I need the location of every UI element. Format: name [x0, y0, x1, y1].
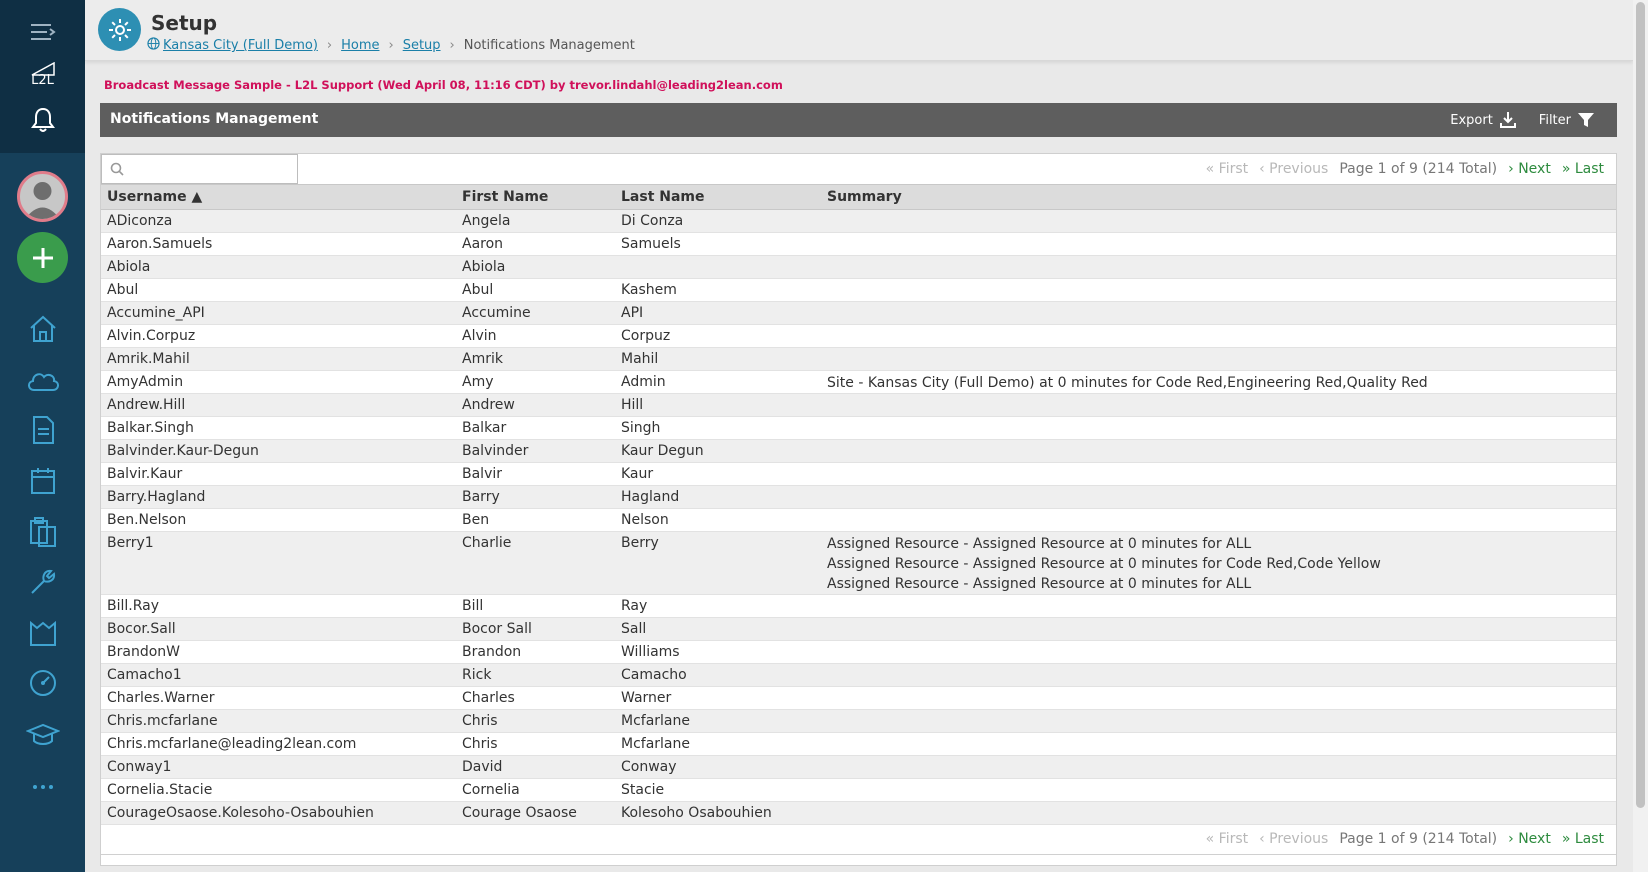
cell-last-name: Stacie: [615, 779, 821, 802]
cell-first-name: Bocor Sall: [456, 618, 615, 641]
pager-bottom: [1195, 831, 1604, 847]
cell-first-name: Alvin: [456, 325, 615, 348]
cell-first-name: Charles: [456, 687, 615, 710]
pager-info: Page 1 of 9 (214 Total): [1339, 831, 1498, 847]
table-row[interactable]: [101, 509, 1616, 532]
breadcrumb-site-link[interactable]: Kansas City (Full Demo): [163, 38, 318, 53]
broadcast-message: Broadcast Message Sample - L2L Support (Wed April 08, 11:16 CDT) by trevor.lindahl@leading2lean.com: [104, 78, 783, 92]
breadcrumb-separator: ›: [326, 38, 333, 53]
table-row[interactable]: [101, 394, 1616, 417]
cell-first-name: Chris: [456, 733, 615, 756]
home-icon[interactable]: [0, 314, 85, 344]
pager-next[interactable]: › Next: [1508, 161, 1551, 177]
cell-username: Chris.mcfarlane@leading2lean.com: [101, 733, 456, 756]
table-row[interactable]: [101, 710, 1616, 733]
cell-first-name: Ben: [456, 509, 615, 532]
cell-last-name: Kashem: [615, 279, 821, 302]
pager-info: Page 1 of 9 (214 Total): [1339, 161, 1498, 177]
summary-line: Assigned Resource - Assigned Resource at 0 minutes for ALL: [827, 536, 1252, 552]
cell-username: Abul: [101, 279, 456, 302]
cell-first-name: Balvir: [456, 463, 615, 486]
pager-last[interactable]: » Last: [1561, 831, 1604, 847]
panel-header: [100, 103, 1617, 137]
table-row[interactable]: [101, 440, 1616, 463]
cell-username: Accumine_API: [101, 302, 456, 325]
table-row[interactable]: [101, 687, 1616, 710]
add-button[interactable]: [17, 232, 68, 283]
cell-summary: [821, 486, 1616, 509]
cell-first-name: Balkar: [456, 417, 615, 440]
cell-summary: [821, 463, 1616, 486]
table-row[interactable]: [101, 210, 1616, 233]
users-table: [101, 184, 1616, 825]
table-row[interactable]: [101, 779, 1616, 802]
calendar-icon[interactable]: [0, 466, 85, 496]
cell-username: Andrew.Hill: [101, 394, 456, 417]
pager-first[interactable]: « First: [1205, 161, 1249, 177]
cell-first-name: Chris: [456, 710, 615, 733]
table-row[interactable]: [101, 733, 1616, 756]
cell-username: CourageOsaose.Kolesoho-Osabouhien: [101, 802, 456, 825]
cell-username: Conway1: [101, 756, 456, 779]
cell-username: Charles.Warner: [101, 687, 456, 710]
cell-last-name: Camacho: [615, 664, 821, 687]
cell-first-name: Brandon: [456, 641, 615, 664]
cell-summary: [821, 641, 1616, 664]
cell-summary: [821, 394, 1616, 417]
cell-last-name: Corpuz: [615, 325, 821, 348]
pager-last[interactable]: » Last: [1561, 161, 1604, 177]
cell-summary: [821, 802, 1616, 825]
cell-username: ADiconza: [101, 210, 456, 233]
table-row[interactable]: [101, 756, 1616, 779]
export-label: Export: [1450, 112, 1493, 128]
cell-summary: [821, 348, 1616, 371]
cell-username: Aaron.Samuels: [101, 233, 456, 256]
cell-username: Balvinder.Kaur-Degun: [101, 440, 456, 463]
cell-first-name: Angela: [456, 210, 615, 233]
filter-button[interactable]: [1539, 111, 1595, 129]
column-header-summary[interactable]: Summary: [821, 185, 1616, 210]
cell-last-name: Sall: [615, 618, 821, 641]
breadcrumb-separator: ›: [449, 38, 455, 53]
breadcrumb-setup-link[interactable]: Setup: [402, 38, 441, 53]
cell-summary: [821, 687, 1616, 710]
cell-first-name: Charlie: [456, 532, 615, 595]
cell-username: Balvir.Kaur: [101, 463, 456, 486]
table-row[interactable]: [101, 664, 1616, 687]
cell-last-name: Williams: [615, 641, 821, 664]
table-row[interactable]: [101, 417, 1616, 440]
dashboard-gauge-icon[interactable]: [0, 668, 85, 698]
cell-username: AmyAdmin: [101, 371, 456, 394]
cell-last-name: Hagland: [615, 486, 821, 509]
cell-summary: [821, 256, 1616, 279]
cell-last-name: Kolesoho Osabouhien: [615, 802, 821, 825]
cell-username: Amrik.Mahil: [101, 348, 456, 371]
cell-last-name: API: [615, 302, 821, 325]
breadcrumb-separator: ›: [388, 38, 394, 53]
cell-summary: [821, 733, 1616, 756]
table-row[interactable]: [101, 595, 1616, 618]
page-scrollbar[interactable]: [1633, 0, 1648, 872]
pager-previous[interactable]: ‹ Previous: [1259, 161, 1329, 177]
cell-last-name: Ray: [615, 595, 821, 618]
search-box[interactable]: [101, 154, 298, 184]
graduation-cap-icon[interactable]: [0, 721, 85, 749]
cell-username: Bill.Ray: [101, 595, 456, 618]
table-row[interactable]: [101, 618, 1616, 641]
cell-summary: [821, 710, 1616, 733]
factory-icon[interactable]: [0, 618, 85, 648]
cell-username: Cornelia.Stacie: [101, 779, 456, 802]
cell-last-name: Warner: [615, 687, 821, 710]
cell-last-name: Kaur Degun: [615, 440, 821, 463]
logo-text: L2L: [31, 73, 54, 88]
document-icon[interactable]: [0, 415, 85, 445]
table-row[interactable]: [101, 348, 1616, 371]
cell-first-name: Balvinder: [456, 440, 615, 463]
cell-username: Ben.Nelson: [101, 509, 456, 532]
cell-summary: [821, 233, 1616, 256]
cell-last-name: Conway: [615, 756, 821, 779]
cell-username: Barry.Hagland: [101, 486, 456, 509]
cell-last-name: Singh: [615, 417, 821, 440]
cell-first-name: David: [456, 756, 615, 779]
notifications-grid: [100, 153, 1617, 866]
cell-username: Berry1: [101, 532, 456, 595]
bell-icon[interactable]: [0, 106, 85, 134]
search-icon: [110, 162, 124, 176]
cell-last-name: Berry: [615, 532, 821, 595]
pager-next[interactable]: › Next: [1508, 831, 1551, 847]
table-row[interactable]: [101, 486, 1616, 509]
table-row[interactable]: [101, 233, 1616, 256]
globe-icon: [147, 37, 160, 54]
summary-line: Assigned Resource - Assigned Resource at 0 minutes for ALL: [827, 576, 1252, 592]
column-header-username[interactable]: Username ▲: [101, 185, 456, 210]
summary-line: Site - Kansas City (Full Demo) at 0 minutes for Code Red,Engineering Red,Quality Red: [827, 375, 1428, 391]
panel-title: Notifications Management: [110, 111, 319, 127]
table-row[interactable]: [101, 302, 1616, 325]
cell-last-name: Admin: [615, 371, 821, 394]
cell-first-name: Aaron: [456, 233, 615, 256]
cell-first-name: Courage Osaose: [456, 802, 615, 825]
summary-line: Assigned Resource - Assigned Resource at 0 minutes for Code Red,Code Yellow: [827, 556, 1381, 572]
breadcrumb: [147, 37, 635, 54]
cell-last-name: [615, 256, 821, 279]
cell-first-name: Amrik: [456, 348, 615, 371]
clipboard-icon[interactable]: [0, 516, 85, 548]
cell-first-name: Cornelia: [456, 779, 615, 802]
export-button[interactable]: [1450, 111, 1517, 129]
filter-icon: [1577, 111, 1595, 129]
table-row[interactable]: [101, 256, 1616, 279]
cell-first-name: Bill: [456, 595, 615, 618]
pager-first[interactable]: « First: [1205, 831, 1249, 847]
table-row[interactable]: [101, 463, 1616, 486]
cell-summary: [821, 618, 1616, 641]
cell-summary: [821, 756, 1616, 779]
scrollbar-thumb[interactable]: [1636, 2, 1645, 808]
cell-last-name: Mcfarlane: [615, 710, 821, 733]
cell-last-name: Hill: [615, 394, 821, 417]
pager-previous[interactable]: ‹ Previous: [1259, 831, 1329, 847]
cell-summary: [821, 302, 1616, 325]
table-row[interactable]: [101, 641, 1616, 664]
cell-username: Camacho1: [101, 664, 456, 687]
cell-username: Bocor.Sall: [101, 618, 456, 641]
cell-summary: [821, 664, 1616, 687]
cell-username: Alvin.Corpuz: [101, 325, 456, 348]
cell-last-name: Mcfarlane: [615, 733, 821, 756]
breadcrumb-current: Notifications Management: [463, 38, 635, 53]
cell-summary: [821, 210, 1616, 233]
column-header-last-name[interactable]: Last Name: [615, 185, 821, 210]
search-input[interactable]: [130, 159, 290, 179]
cell-summary: [821, 440, 1616, 463]
cell-first-name: Accumine: [456, 302, 615, 325]
cell-last-name: Mahil: [615, 348, 821, 371]
sidebar: [0, 0, 85, 872]
cell-username: Abiola: [101, 256, 456, 279]
gear-icon: [98, 8, 141, 51]
column-header-first-name[interactable]: First Name: [456, 185, 615, 210]
cell-last-name: Di Conza: [615, 210, 821, 233]
header: [85, 0, 1633, 61]
cell-first-name: Barry: [456, 486, 615, 509]
pager-top: [1195, 161, 1604, 177]
cell-username: BrandonW: [101, 641, 456, 664]
cell-first-name: Amy: [456, 371, 615, 394]
cell-first-name: Rick: [456, 664, 615, 687]
cell-first-name: Andrew: [456, 394, 615, 417]
cell-first-name: Abiola: [456, 256, 615, 279]
cell-summary: [821, 509, 1616, 532]
table-row[interactable]: [101, 325, 1616, 348]
cell-summary: [821, 371, 1616, 394]
cell-summary: [821, 779, 1616, 802]
filter-label: Filter: [1538, 112, 1571, 128]
cell-last-name: Nelson: [615, 509, 821, 532]
cell-summary: [821, 279, 1616, 302]
cell-last-name: Kaur: [615, 463, 821, 486]
more-icon[interactable]: [0, 780, 85, 794]
grid-footer-line: [101, 854, 1616, 855]
cell-first-name: Abul: [456, 279, 615, 302]
l2l-logo[interactable]: [0, 62, 85, 88]
cell-username: Chris.mcfarlane: [101, 710, 456, 733]
table-row[interactable]: [101, 802, 1616, 825]
wrench-icon[interactable]: [0, 567, 85, 597]
cell-summary: [821, 595, 1616, 618]
menu-collapse-icon[interactable]: [0, 20, 85, 44]
cell-summary: [821, 532, 1616, 595]
cell-summary: [821, 325, 1616, 348]
cell-last-name: Samuels: [615, 233, 821, 256]
avatar[interactable]: [17, 171, 68, 222]
page-title: Setup: [151, 11, 218, 35]
breadcrumb-home-link[interactable]: Home: [341, 38, 380, 53]
download-icon: [1499, 111, 1517, 129]
table-row[interactable]: [101, 532, 1616, 595]
cell-username: Balkar.Singh: [101, 417, 456, 440]
cloud-icon[interactable]: [0, 366, 85, 394]
cell-summary: [821, 417, 1616, 440]
table-row[interactable]: [101, 371, 1616, 394]
table-row[interactable]: [101, 279, 1616, 302]
